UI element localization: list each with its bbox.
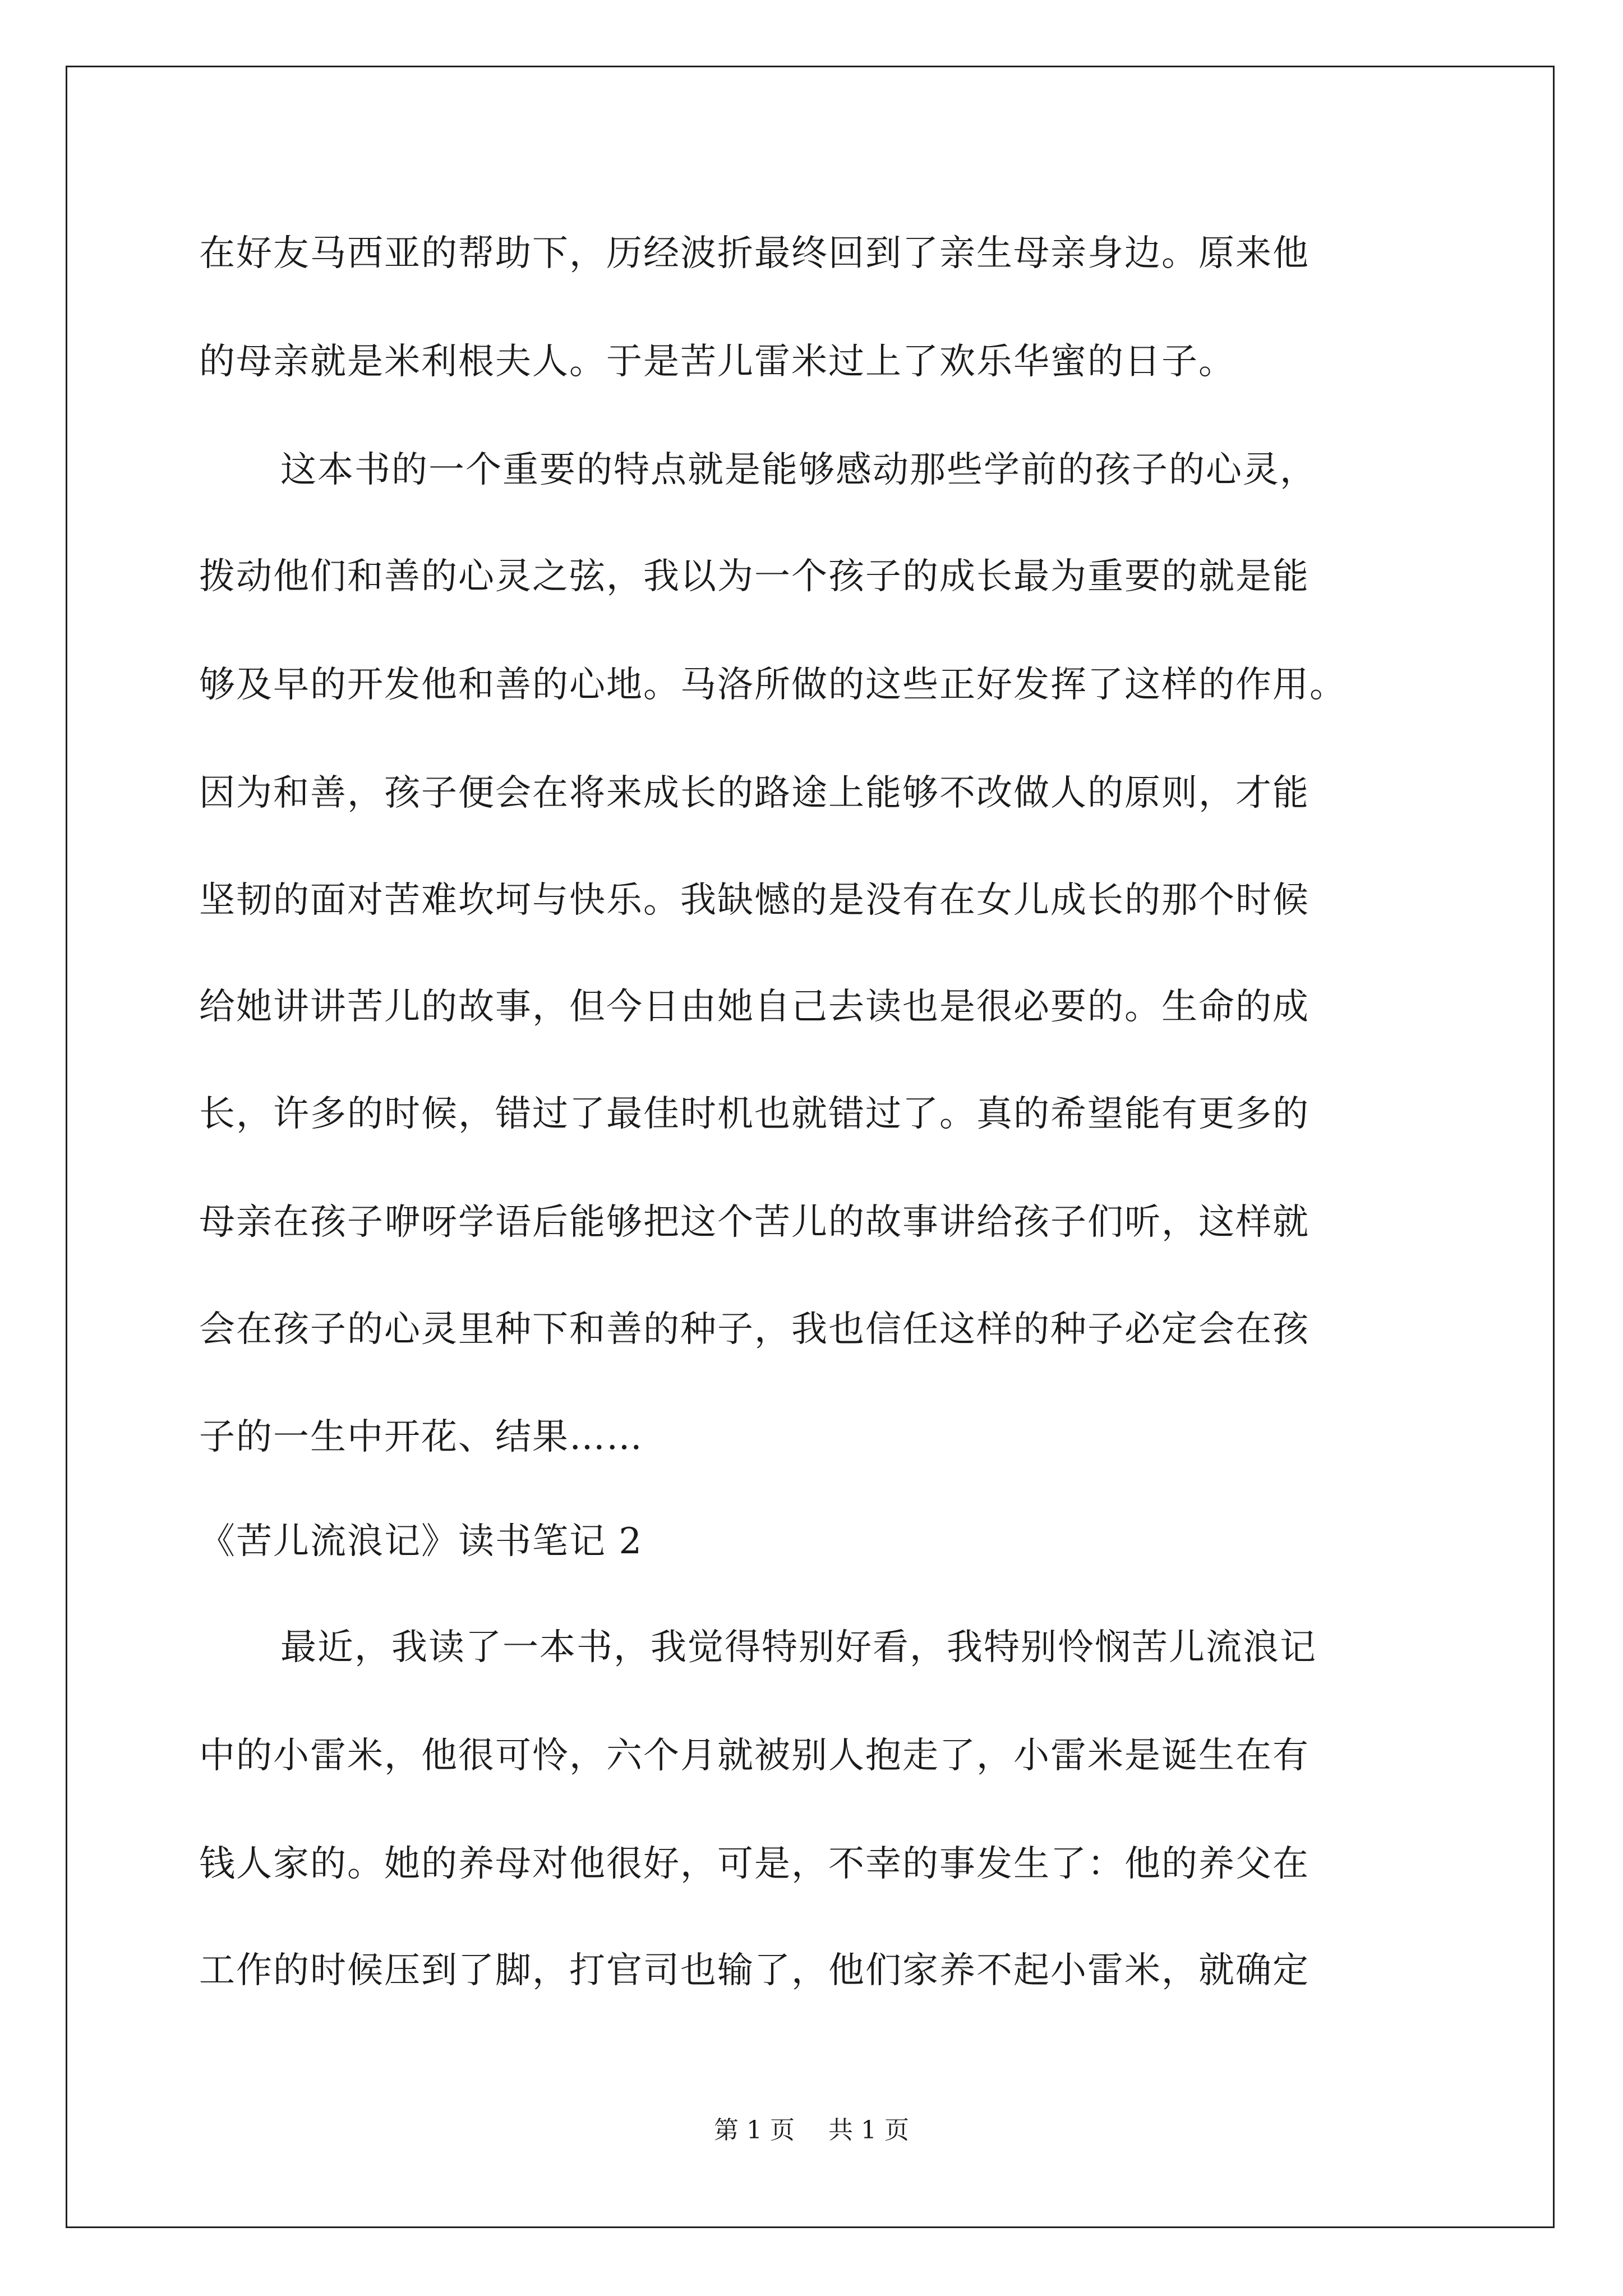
text-line: 长，许多的时候，错过了最佳时机也就错过了。真的希望能有更多的 <box>199 1093 1310 1135</box>
page-total: 共 1 页 <box>828 2116 909 2145</box>
text-line: 因为和善，孩子便会在将来成长的路途上能够不改做人的原则，才能 <box>199 772 1310 814</box>
text-line: 够及早的开发他和善的心地。马洛所做的这些正好发挥了这样的作用。 <box>199 664 1347 706</box>
text-line: 坚韧的面对苦难坎坷与快乐。我缺憾的是没有在女儿成长的那个时候 <box>199 880 1310 921</box>
paragraph-first-line: 最近，我读了一本书，我觉得特别好看，我特别怜悯苦儿流浪记 <box>280 1627 1317 1668</box>
page-border <box>66 66 1555 2228</box>
text-line: 母亲在孩子咿呀学语后能够把这个苦儿的故事讲给孩子们听，这样就 <box>199 1202 1310 1243</box>
paragraph-first-line: 这本书的一个重要的特点就是能够感动那些学前的孩子的心灵， <box>280 449 1317 491</box>
text-line: 钱人家的。她的养母对他很好，可是，不幸的事发生了：他的养父在 <box>199 1843 1310 1885</box>
text-line: 工作的时候压到了脚，打官司也输了，他们家养不起小雷米，就确定 <box>199 1950 1310 1991</box>
text-line: 的母亲就是米利根夫人。于是苦儿雷米过上了欢乐华蜜的日子。 <box>199 341 1235 383</box>
text-line: 中的小雷米，他很可怜，六个月就被别人抱走了，小雷米是诞生在有 <box>199 1735 1310 1777</box>
section-title: 《苦儿流浪记》读书笔记 2 <box>199 1521 643 1562</box>
text-line: 给她讲讲苦儿的故事，但今日由她自己去读也是很必要的。生命的成 <box>199 986 1310 1028</box>
text-line: 在好友马西亚的帮助下，历经波折最终回到了亲生母亲身边。原来他 <box>199 233 1310 274</box>
text-line: 拨动他们和善的心灵之弦，我以为一个孩子的成长最为重要的就是能 <box>199 556 1310 597</box>
text-line: 会在孩子的心灵里种下和善的种子，我也信任这样的种子必定会在孩 <box>199 1309 1310 1350</box>
text-line: 子的一生中开花、结果…… <box>199 1416 643 1458</box>
page-footer <box>0 2115 1623 2146</box>
page-number: 第 1 页 <box>714 2116 795 2145</box>
